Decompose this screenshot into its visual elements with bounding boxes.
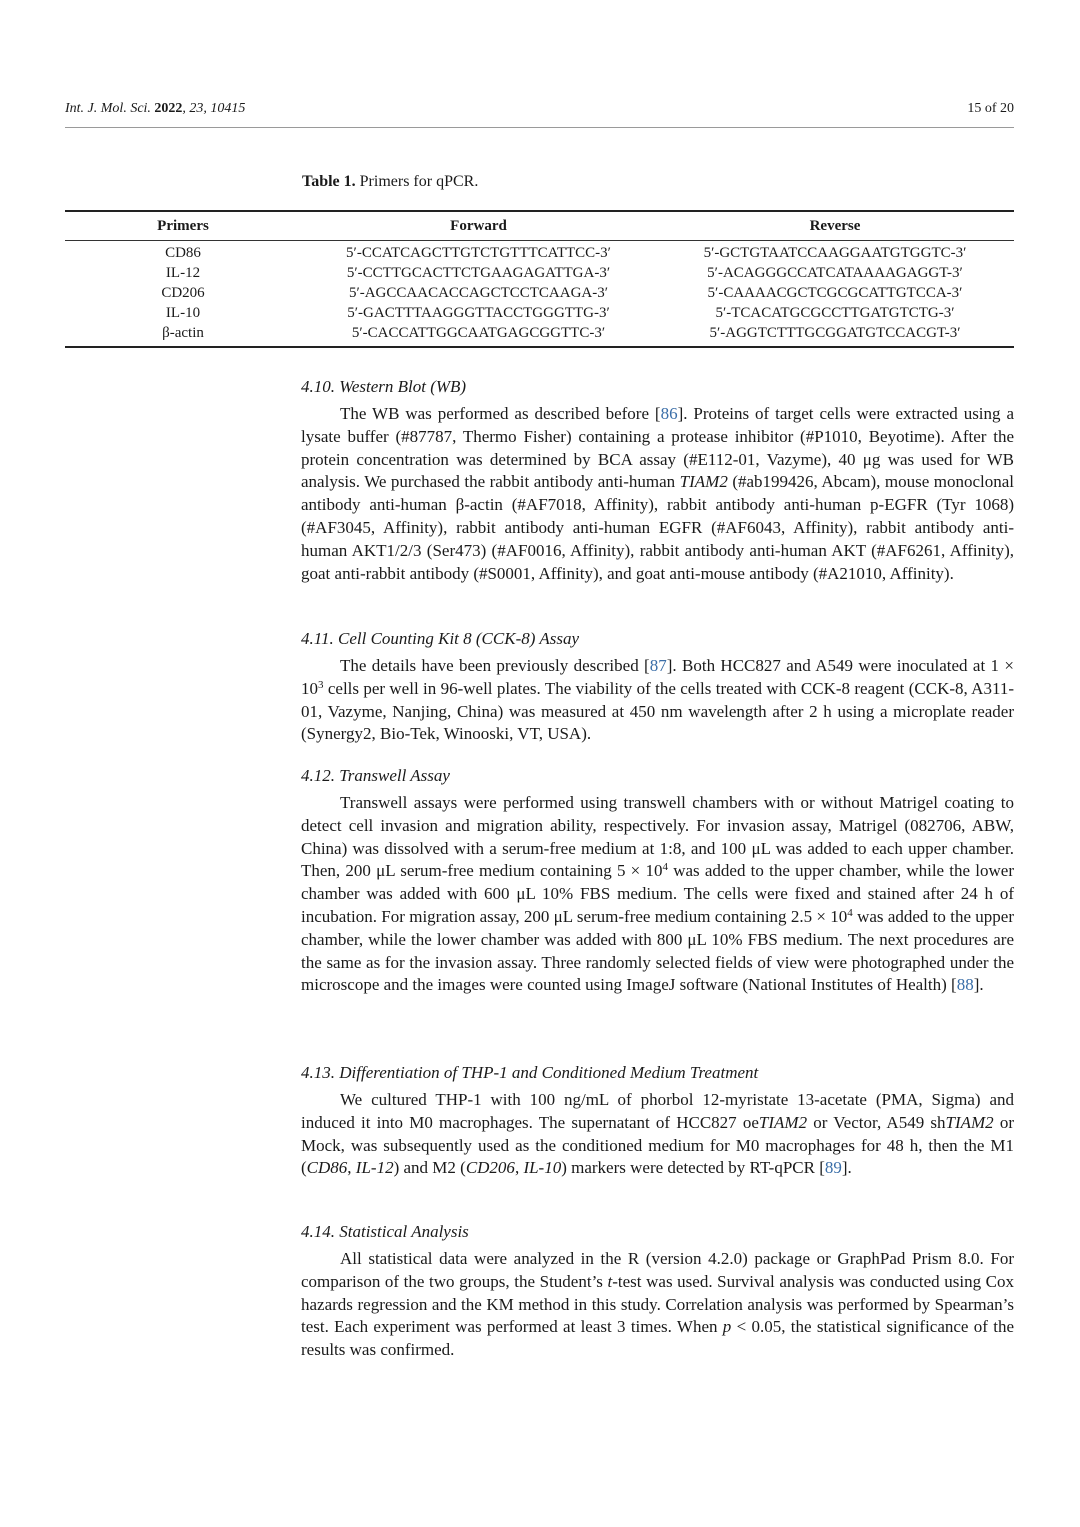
table-row [65, 241, 1014, 264]
reverse-sequence: 5′-TCACATGCGCCTTGATGTCTG-3′ [715, 305, 955, 321]
section-transwell [301, 765, 1014, 997]
section-thp1 [301, 1062, 1014, 1180]
running-header [65, 101, 1014, 128]
section-title: 4.14. Statistical Analysis [301, 1222, 469, 1241]
primer-name: IL-12 [165, 265, 201, 281]
primer-name: β-actin [162, 325, 204, 341]
table-row [65, 323, 1014, 347]
section-paragraph: The details have been previously described [87]. Both HCC827 and A549 were inoculated at $1 \times 10^3$ cells per well in 96-well plates. The viability of the cells treated with CCK-8 reagent (CCK-8, A311-01, Vazyme, Nanjing, China) was measured at 450 nm wavelength after 2 h using a microplate reader (Synergy2, Bio-Tek, Winooski, VT, USA). [301, 656, 1014, 744]
column-header-forward: Forward [301, 211, 656, 241]
page-number: 15 of 20 [967, 101, 1014, 116]
column-header-reverse: Reverse [656, 211, 1014, 241]
forward-sequence: 5′-CCATCAGCTTGTCTGTTTCATTCC-3′ [346, 245, 611, 261]
reverse-sequence: 5′-GCTGTAATCCAAGGAATGTGGTC-3′ [703, 245, 967, 261]
table-row [65, 303, 1014, 323]
citation-link[interactable]: 88 [956, 975, 974, 995]
forward-sequence: 5′-CACCATTGGCAATGAGCGGTTC-3′ [351, 325, 606, 341]
section-title: 4.11. Cell Counting Kit 8 (CCK-8) Assay [301, 629, 579, 648]
reverse-sequence: 5′-AGGTCTTTGCGGATGTCCACGT-3′ [709, 325, 961, 341]
section-paragraph: We cultured THP-1 with 100 ng/mL of phorbol 12-myristate 13-acetate (PMA, Sigma) and induced it into M0 macrophages. The supernatant of HCC827 oeTIAM2 or Vector, A549 shTIAM2 or Mock, was subsequently used as the conditioned medium for M0 macrophages for 48 h, then the M1 (CD86, IL-12) and M2 (CD206, IL-10) markers were detected by RT-qPCR [89]. [301, 1090, 1014, 1178]
forward-sequence: 5′-AGCCAACACCAGCTCCTCAAGA-3′ [348, 285, 609, 301]
primer-name: IL-10 [165, 305, 201, 321]
section-statistics [301, 1221, 1014, 1362]
journal-citation: Int. J. Mol. Sci. 2022, 23, 10415 [65, 101, 246, 116]
section-title: 4.12. Transwell Assay [301, 766, 450, 785]
section-paragraph: All statistical data were analyzed in the R (version 4.2.0) package or GraphPad Prism 8.0. For comparison of the two groups, the Student’s t-test was used. Survival analysis was conducted using Cox hazards regression and the KM method in this study. Correlation analysis was performed by Spearman’s test. Each experiment was performed at least 3 times. When p < 0.05, the statistical significance of the results was confirmed. [301, 1249, 1015, 1360]
section-title: 4.10. Western Blot (WB) [301, 377, 467, 396]
primer-name: CD86 [165, 245, 201, 261]
forward-sequence: 5′-GACTTTAAGGGTTACCTGGGTTG-3′ [347, 305, 610, 321]
table-caption: Table 1. Primers for qPCR. [302, 173, 479, 190]
column-header-primers: Primers [65, 211, 301, 241]
citation-link[interactable]: 89 [824, 1158, 842, 1178]
section-paragraph: Transwell assays were performed using transwell chambers with or without Matrigel coating to detect cell invasion and migration ability, respectively. For invasion assay, Matrigel (082706, ABW, China) was dissolved with a serum-free medium at 1:8, and 100 μL was added to each upper chamber. Then, 200 μL serum-free medium containing $5 \times 10^4$ was added to the upper chamber, while the lower chamber was added with 600 μL 10% FBS medium. The cells were fixed and stained after 24 h of incubation. For migration assay, 200 μL serum-free medium containing $2.5 \times 10^4$ was added to the upper chamber, while the lower chamber was added with 800 μL 10% FBS medium. The next procedures are the same as for the invasion assay. Three randomly selected fields of view were photographed under the microscope and the images were counted using ImageJ software (National Institutes of Health) [88]. [301, 793, 1015, 995]
table-row [65, 263, 1014, 283]
table-row [65, 283, 1014, 303]
table-header-row [65, 211, 1014, 241]
section-paragraph: The WB was performed as described before [86]. Proteins of target cells were extracted using a lysate buffer (#87787, Thermo Fisher) containing a protease inhibitor (#P1010, Beyotime). After the protein concentration was determined by BCA assay (#E112-01, Vazyme), 40 μg was used for WB analysis. We purchased the rabbit antibody anti-human TIAM2 (#ab199426, Abcam), mouse monoclonal antibody anti-human β-actin (#AF7018, Affinity), rabbit antibody anti-human p-EGFR (Tyr 1068) (#AF3045, Affinity), rabbit antibody anti-human EGFR (#AF6043, Affinity), rabbit antibody anti-human AKT1/2/3 (Ser473) (#AF0016, Affinity), rabbit antibody anti-human AKT (#AF6261, Affinity), goat anti-rabbit antibody (#S0001, Affinity), and goat anti-mouse antibody (#A21010, Affinity). [301, 404, 1014, 583]
section-title: 4.13. Differentiation of THP-1 and Conditioned Medium Treatment [301, 1063, 759, 1082]
section-western-blot [301, 376, 1014, 585]
reverse-sequence: 5′-ACAGGGCCATCATAAAAGAGGT-3′ [707, 265, 963, 281]
reverse-sequence: 5′-CAAAACGCTCGCGCATTGTCCA-3′ [707, 285, 963, 301]
citation-link[interactable]: 86 [660, 404, 678, 423]
primer-name: CD206 [161, 285, 205, 301]
section-cck8 [301, 628, 1014, 746]
forward-sequence: 5′-CCTTGCACTTCTGAAGAGATTGA-3′ [346, 265, 611, 281]
citation-link[interactable]: 87 [649, 656, 667, 675]
primers-table [65, 210, 1014, 348]
